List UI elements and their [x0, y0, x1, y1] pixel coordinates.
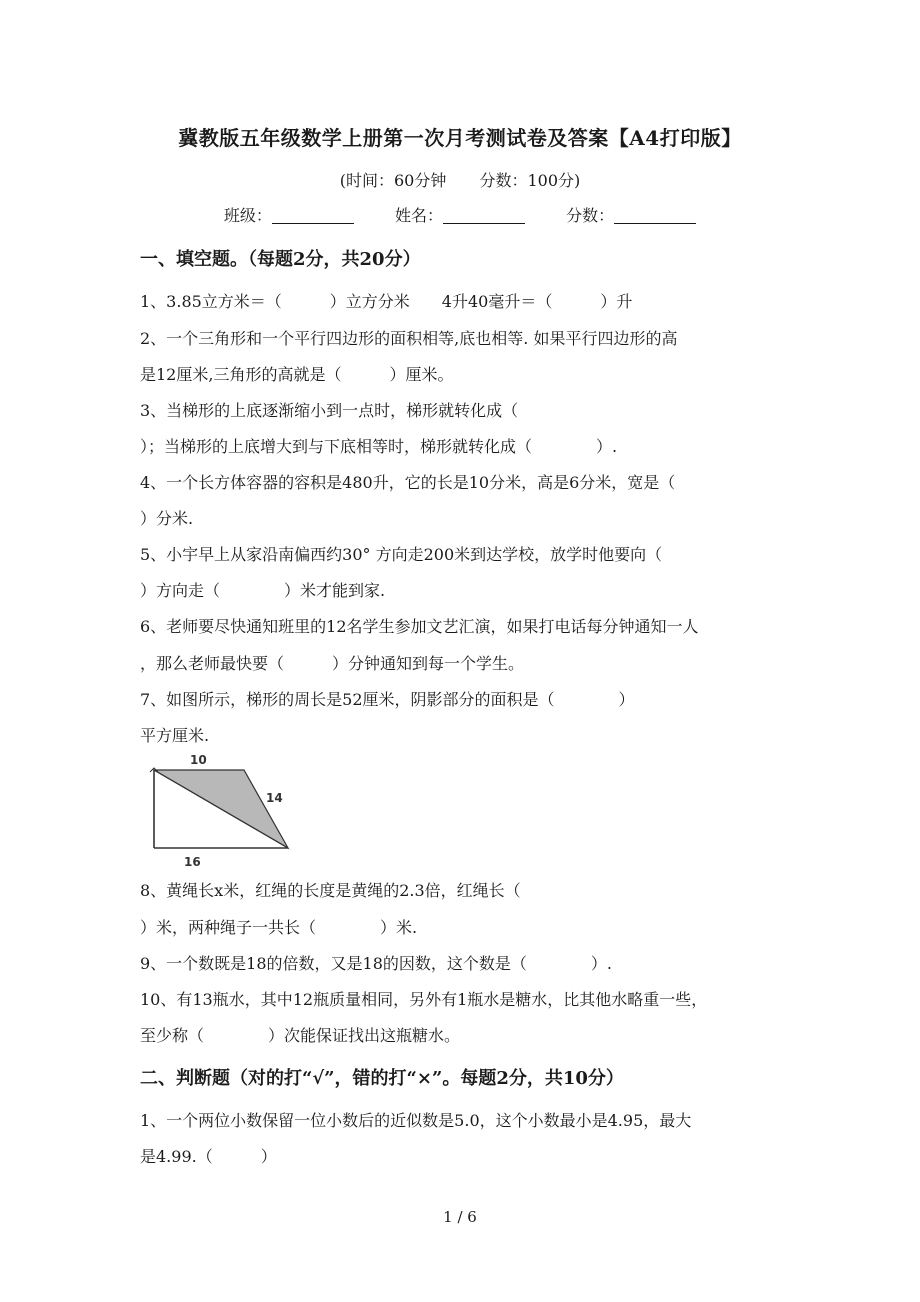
- question-line: 10、有13瓶水，其中12瓶质量相同，另外有1瓶水是糖水，比其他水略重一些，: [140, 990, 708, 1009]
- name-blank[interactable]: [443, 207, 525, 224]
- question-line: 至少称（ ）次能保证找出这瓶糖水。: [140, 1026, 461, 1045]
- name-field: [395, 203, 525, 226]
- question-line: 7、如图所示，梯形的周长是52厘米，阴影部分的面积是（ ）: [140, 690, 635, 709]
- class-label: 班级：: [223, 206, 272, 225]
- section-heading-fill-blank: 一、填空题。（每题2分，共20分）: [140, 249, 421, 270]
- side-label: 14: [266, 791, 283, 805]
- question-line: 是4.99.（ ）: [140, 1147, 277, 1166]
- question-line: 3、当梯形的上底逐渐缩小到一点时，梯形就转化成（: [140, 401, 519, 420]
- question-line: 是12厘米,三角形的高就是（ ）厘米。: [140, 365, 454, 384]
- question-line: 4、一个长方体容器的容积是480升，它的长是10分米，高是6分米，宽是（: [140, 473, 676, 492]
- exam-subtitle: [0, 168, 920, 191]
- exam-time: (时间：60分钟: [339, 171, 447, 190]
- name-label: 姓名：: [394, 206, 443, 225]
- question-line: ）分米.: [140, 509, 194, 528]
- question-line: 8、黄绳长x米，红绳的长度是黄绳的2.3倍，红绳长（: [140, 881, 521, 900]
- question-line: 1、3.85立方米＝（ ）立方分米 4升40毫升＝（ ）升: [140, 292, 633, 311]
- question-line: 平方厘米.: [140, 726, 210, 745]
- score-blank[interactable]: [614, 207, 696, 224]
- question-line: ）方向走（ ）米才能到家.: [140, 581, 386, 600]
- question-line: 1、一个两位小数保留一位小数后的近似数是5.0，这个小数最小是4.95，最大: [140, 1111, 692, 1130]
- student-info-row: [0, 203, 920, 226]
- question-line: 6、老师要尽快通知班里的12名学生参加文艺汇演，如果打电话每分钟通知一人: [140, 617, 699, 636]
- score-field: [566, 203, 696, 226]
- question-line: ，那么老师最快要（ ）分钟通知到每一个学生。: [140, 654, 525, 673]
- class-blank[interactable]: [272, 207, 354, 224]
- question-line: ）米，两种绳子一共长（ ）米.: [140, 918, 418, 937]
- score-label: 分数：: [566, 206, 615, 225]
- section-heading-true-false: 二、判断题（对的打“√”，错的打“×”。每题2分，共10分）: [140, 1068, 624, 1089]
- question-line: ）；当梯形的上底增大到与下底相等时，梯形就转化成（ ）.: [140, 437, 618, 456]
- class-field: [224, 203, 354, 226]
- question-line: 2、一个三角形和一个平行四边形的面积相等,底也相等. 如果平行四边形的高: [140, 329, 678, 348]
- trapezoid-figure: [146, 752, 296, 870]
- question-line: 5、小宇早上从家沿南偏西约30° 方向走200米到达学校，放学时他要向（: [140, 545, 663, 564]
- question-line: 9、一个数既是18的倍数，又是18的因数，这个数是（ ）.: [140, 954, 612, 973]
- top-label: 10: [190, 753, 207, 767]
- page-title: 冀教版五年级数学上册第一次月考测试卷及答案【A4打印版】: [178, 126, 742, 150]
- exam-total-score: 分数：100分): [479, 171, 581, 190]
- bottom-label: 16: [184, 855, 201, 869]
- page-number: 1 / 6: [443, 1208, 477, 1226]
